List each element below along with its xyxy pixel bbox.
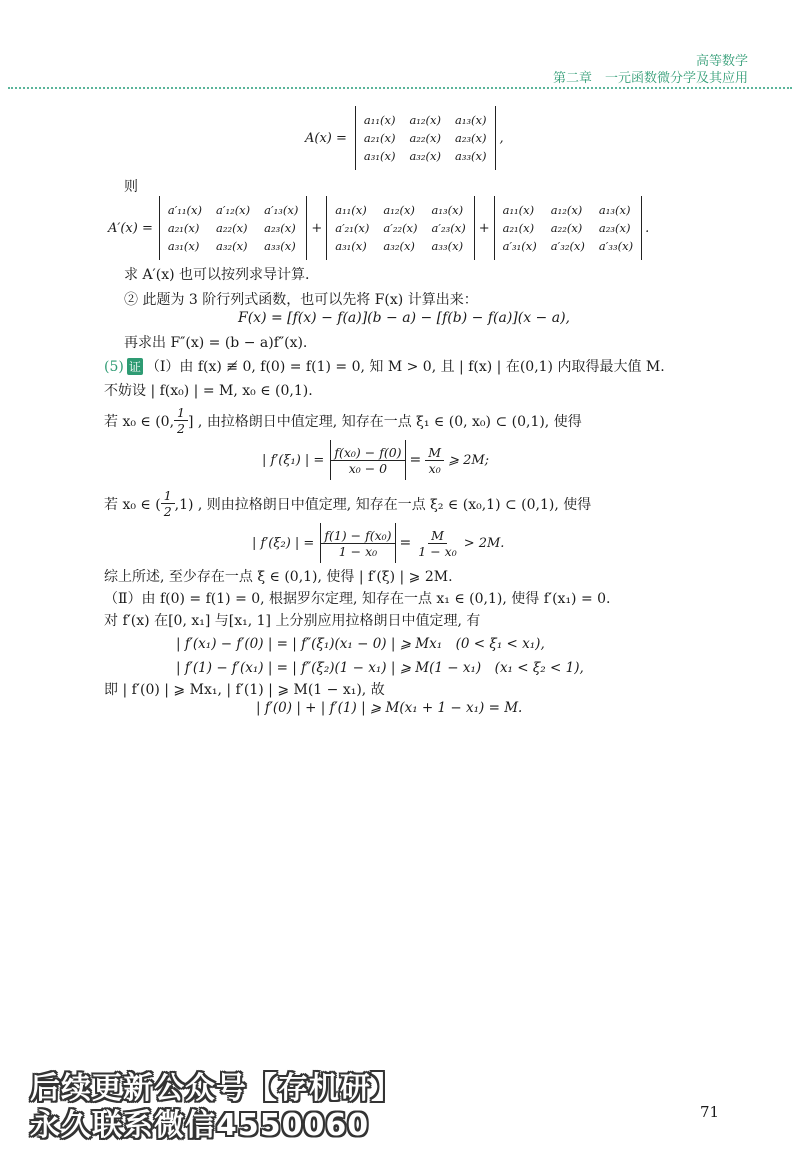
determinant-A: A(x) = a₁₁(x) a₁₂(x) a₁₃(x) a₂₁(x) a₂₂(x) a₂₃(x) a₃₁(x) a₃₂(x) a₃₃(x) , [305,106,504,170]
problem-number: (5) [104,359,124,375]
equation-1: | f′(ξ₁) | = $\frac{\text{f(x₀) − f(0)}}{\text{x₀ − 0}}$ = $\frac{M}{\text{x₀}}$ ⩾ 2M; [262,440,489,480]
line-F-second-derivative: 再求出 F″(x) = (b − a)f″(x). [124,335,308,351]
line-conclusion-1: 综上所述, 至少存在一点 ξ ∈ (0,1), 使得 | f′(ξ) | ⩾ 2M. [104,569,453,585]
line-assume: 不妨设 | f(x₀) | = M, x₀ ∈ (0,1). [104,383,313,399]
proof-5-line [104,356,665,376]
chapter-title: 第二章 一元函数微分学及其应用 [552,71,748,86]
line-case-1: 若 x₀ ∈ (0, $\frac{1}{2}$ ] , 由拉格朗日中值定理, 知存在一点 ξ₁ ∈ (0, x₀) ⊂ (0,1), 使得 [104,405,582,436]
ze-text: 则 [124,179,138,195]
fraction-e1-a: $\frac{\text{f(x₀) − f(0)}}{\text{x₀ − 0}}$ [331,445,404,476]
det-2-matrix: a₁₁(x) a₁₂(x) a₁₃(x) a′₂₁(x) a′₂₂(x) a′₂₃(x) a₃₁(x) a₃₂(x) a₃₃(x) [335,203,466,253]
line-apply-lagrange: 对 f′(x) 在[0, x₁] 与[x₁, 1] 上分别应用拉格朗日中值定理, 有 [104,613,481,629]
proof-badge: 证 [128,360,141,374]
fraction-one-half-2: $\frac{1}{2}$ [161,488,175,519]
book-title: 高等数学 [695,54,748,69]
watermark-line-1: 后续更新公众号【存机研】 [30,1071,402,1106]
inequality-1: | f′(x₁) − f′(0) | = | f″(ξ₁)(x₁ − 0) | ⩾ Mx₁ (0 < ξ₁ < x₁), [176,636,545,652]
inequality-2: | f′(1) − f′(x₁) | = | f″(ξ₂)(1 − x₁) | ⩾ M(1 − x₁) (x₁ < ξ₂ < 1), [176,660,584,676]
fraction-one-half: $\frac{1}{2}$ [174,405,188,436]
det-1-matrix: a′₁₁(x) a′₁₂(x) a′₁₃(x) a₂₁(x) a₂₂(x) a₂₃(x) a₃₁(x) a₃₂(x) a₃₃(x) [167,203,299,253]
line-therefore: 即 | f′(0) | ⩾ Mx₁, | f′(1) | ⩾ M(1 − x₁), 故 [104,682,385,698]
fraction-e1-b: $\frac{M}{\text{x₀}}$ [425,445,444,476]
fraction-e2-b: $\frac{M}{\text{1 − x₀}}$ [418,527,457,559]
fraction-e2-a: $\frac{\text{f(1) − f(x₀)}}{\text{1 − x₀}}$ [321,528,394,559]
final-inequality: | f′(0) | + | f′(1) | ⩾ M(x₁ + 1 − x₁) = M. [256,700,523,716]
page-number: 71 [700,1103,720,1121]
watermark-line-2: 永久联系微信4550060 [30,1108,370,1143]
equation-2: | f′(ξ₂) | = $\frac{\text{f(1) − f(x₀)}}{\text{1 − x₀}}$ = $\frac{M}{\text{1 − x₀}}$ > 2M. [252,523,504,563]
det-3-matrix: a₁₁(x) a₁₂(x) a₁₃(x) a₂₁(x) a₂₂(x) a₂₃(x) a′₃₁(x) a′₃₂(x) a′₃₃(x) [502,203,634,253]
line-F-expression: F(x) = [f(x) − f(a)](b − a) − [f(b) − f(a)](x − a), [238,310,570,326]
header-divider [8,87,792,89]
determinant-derivative: A′(x) = a′₁₁(x) a′₁₂(x) a′₁₃(x) a₂₁(x) a₂₂(x) a₂₃(x) a₃₁(x) a₃₂(x) a₃₃(x) + a₁₁(x) a₁₂(x) a₁₃(x) a′₂₁(x) a′₂₂(x) a′₂₃(x) a₃₁(x) a₃₂(x) a₃₃(x) + a₁₁(x) a₁₂(x) a₁₃(x) a₂₁(x) a₂₂(x) a₂₃(x) a′₃₁(x) a′₃₂(x) a′₃₃(x) . [108,196,649,260]
line-case-2: 若 x₀ ∈ ( $\frac{1}{2}$ ,1) , 则由拉格朗日中值定理, 知存在一点 ξ₂ ∈ (x₀,1) ⊂ (0,1), 使得 [104,488,592,519]
line-alternative: ② 此题为 3 阶行列式函数，也可以先将 F(x) 计算出来： [124,292,478,308]
det-A-matrix: a₁₁(x) a₁₂(x) a₁₃(x) a₂₁(x) a₂₂(x) a₂₃(x) a₃₁(x) a₃₂(x) a₃₃(x) [363,113,487,163]
line-part-2: （Ⅱ）由 f(0) = f(1) = 0, 根据罗尔定理, 知存在一点 x₁ ∈ (0,1), 使得 f′(x₁) = 0. [104,591,611,607]
line-column-derivative: 求 A′(x) 也可以按列求导计算. [124,267,310,283]
det-A-lhs: A(x) = [305,130,347,146]
proof-5-text: （Ⅰ）由 f(x) ≢ 0, f(0) = f(1) = 0, 知 M > 0, 且 | f(x) | 在(0,1) 内取得最大值 M. [145,359,665,375]
